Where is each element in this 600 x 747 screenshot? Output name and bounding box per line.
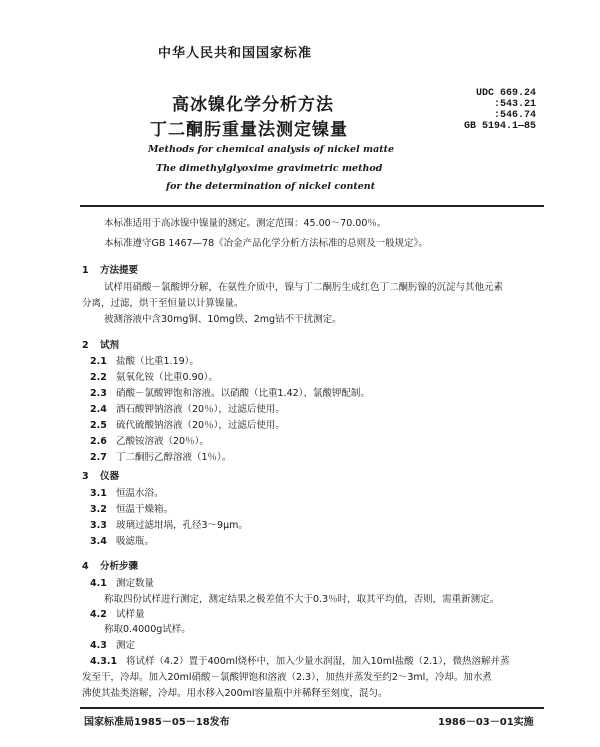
intro-scope: 本标准适用于高冰镍中镍量的测定。测定范围：45.00～70.00％。: [104, 218, 387, 229]
section-heading: [82, 262, 138, 276]
gb-code: GB 5194.1—85: [463, 121, 536, 132]
list-item: [90, 536, 248, 552]
subsection-number: 4.1: [90, 578, 107, 589]
list-item: [90, 520, 248, 536]
section-number: 2: [82, 340, 89, 351]
apparatus-list: [90, 488, 248, 552]
section-heading: [82, 468, 119, 482]
paragraph: 称取四份试样进行测定，测定结果之极差值不大于0.3％时，取其平均值，否则，需重新测定。: [104, 594, 500, 605]
item-number: 3.1: [90, 488, 107, 499]
english-title-line2: The dimethylglyoxime gravimetric method: [156, 163, 383, 174]
implementation-date: 1986－03－01实施: [438, 717, 534, 728]
udc-line2: :543.21: [493, 99, 536, 110]
paragraph: 称取0.4000g试样。: [104, 624, 191, 635]
header-divider: [80, 205, 544, 207]
item-number: 2.5: [90, 420, 107, 431]
item-text: 吸滤瓶。: [116, 536, 155, 547]
clause-text: 将试样（4.2）置于400ml烧杯中，加入少量水润湿，加入10ml盐酸（2.1），微热溶解并蒸: [126, 656, 510, 667]
english-title-line3: for the determination of nickel content: [166, 181, 376, 192]
item-text: 酒石酸钾钠溶液（20％），过滤后使用。: [116, 404, 285, 415]
item-text: 乙酸铵溶液（20％）。: [116, 436, 209, 447]
udc-line1: UDC 669.24: [475, 88, 536, 99]
paragraph: 沸使其盐类溶解，冷却。用水移入200ml容量瓶中并稀释至刻度，混匀。: [82, 688, 388, 699]
item-number: 2.3: [90, 388, 107, 399]
paragraph: 被测溶液中含30mg铜、10mg铁、2mg钴不干扰测定。: [104, 314, 342, 325]
section-number: 3: [82, 471, 89, 482]
item-text: 恒温水浴。: [116, 488, 164, 499]
issue-date: 国家标准局1985－05－18发布: [84, 717, 230, 728]
subsection-title: 测定数量: [116, 578, 155, 589]
paragraph: 分离，过滤，烘干至恒量以计算镍量。: [82, 298, 244, 309]
list-item: [90, 452, 370, 468]
item-number: 2.2: [90, 372, 107, 383]
subsection-heading: [90, 640, 135, 652]
item-number: 2.7: [90, 452, 107, 463]
subsection-heading: [90, 578, 154, 590]
list-item: [90, 372, 370, 388]
paragraph: [90, 656, 509, 668]
item-text: 硫代硫酸钠溶液（20％），过滤后使用。: [116, 420, 285, 431]
list-item: [90, 388, 370, 404]
item-number: 3.4: [90, 536, 107, 547]
section-number: 1: [82, 265, 89, 276]
item-text: 氨氧化铵（比重0.90）。: [116, 372, 218, 383]
document-title-line2: 丁二酮肟重量法测定镍量: [150, 120, 348, 140]
section-title: 方法提要: [100, 265, 139, 276]
section-title: 试剂: [100, 340, 120, 351]
standard-type: 中华人民共和国国家标准: [158, 46, 313, 61]
list-item: [90, 436, 370, 452]
item-text: 硝酸－氯酸钾饱和溶液。以硝酸（比重1.42）、氯酸钾配制。: [116, 388, 370, 399]
subsection-title: 测定: [116, 640, 136, 651]
section-title: 仪器: [100, 471, 120, 482]
subsection-number: 4.3: [90, 640, 107, 651]
udc-line3: :546.74: [493, 110, 536, 121]
list-item: [90, 420, 370, 436]
paragraph: 试样用硝酸－氯酸钾分解，在氨性介质中，镍与丁二酮肟生成红色丁二酮肟镍的沉淀与其他元素: [104, 282, 504, 293]
intro-compliance: 本标准遵守GB 1467—78《冶金产品化学分析方法标准的总则及一般规定》。: [104, 238, 428, 249]
item-text: 玻璃过滤坩埚，孔径3～9μm。: [116, 520, 248, 531]
subsection-heading: [90, 609, 145, 621]
list-item: [90, 356, 370, 372]
clause-number: 4.3.1: [90, 656, 118, 667]
udc-code-block: [438, 88, 536, 132]
item-number: 2.1: [90, 356, 107, 367]
english-title-line1: Methods for chemical analysis of nickel matte: [148, 144, 395, 155]
item-text: 恒温干燥箱。: [116, 504, 174, 515]
section-title: 分析步骤: [100, 561, 139, 572]
section-heading: [82, 337, 119, 351]
section-heading: [82, 558, 138, 572]
footer-divider: [80, 707, 544, 709]
list-item: [90, 504, 248, 520]
section-number: 4: [82, 561, 89, 572]
item-number: 3.3: [90, 520, 107, 531]
subsection-title: 试样量: [116, 609, 145, 620]
list-item: [90, 404, 370, 420]
item-text: 盐酸（比重1.19）。: [116, 356, 199, 367]
item-number: 3.2: [90, 504, 107, 515]
item-number: 2.4: [90, 404, 107, 415]
item-number: 2.6: [90, 436, 107, 447]
list-item: [90, 488, 248, 504]
subsection-number: 4.2: [90, 609, 107, 620]
item-text: 丁二酮肟乙醇溶液（1％）。: [116, 452, 232, 463]
document-title-line1: 高冰镍化学分析方法: [172, 95, 334, 115]
reagent-list: [90, 356, 370, 468]
paragraph: 发至干，冷却。加入20ml硝酸－氯酸钾饱和溶液（2.3），加热并蒸发至约2～3ml，冷却。加水煮: [82, 672, 492, 683]
